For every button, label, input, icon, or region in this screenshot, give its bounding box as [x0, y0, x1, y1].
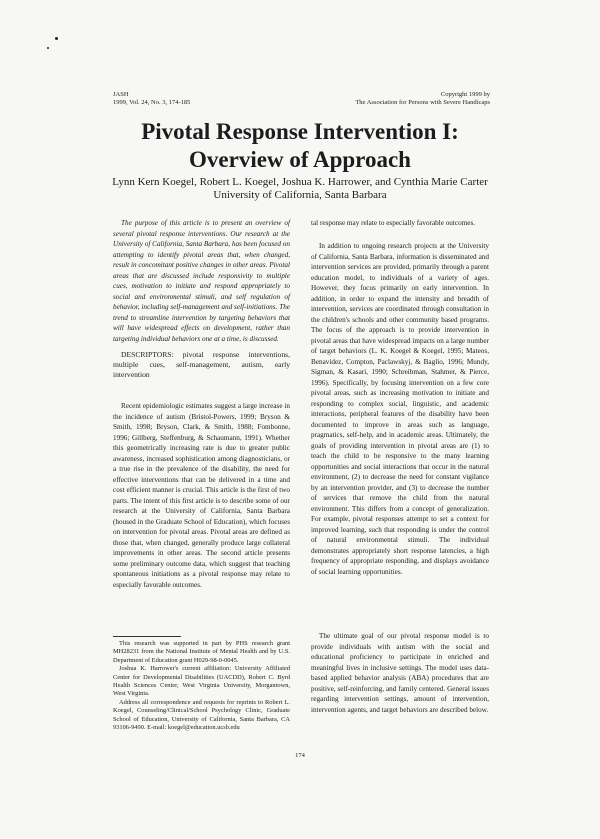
intro-paragraph: Recent epidemiologic estimates suggest a large increase in the incidence of autism (Bristol-Powers, 1999; Bryson & Smith, 1998; Bryson, Clark, & Smith, 1988; Fombonne, 1996; Gillberg, Steffenburg, & Schaumann, 1991). Whether this geometrically increasing rate is due to greater public awareness, increased sophistication among diagnosticians, or a true rise in the prevalence of the disability, the need for effective interventions that can be delivered in a time and cost efficient manner is crucial. This article is the first of two parts. The intent of this first article is to describe some of our research at the University of California, Santa Barbara (housed in the Graduate School of Education), which focuses on intervention for pivotal areas. Pivotal areas are defined as those that, when changed, generally produce large collateral improvements in other areas. The second article presents some preliminary outcome data, which suggest that teaching spontaneous initiations as a pivotal response may relate to especially favorable outcomes.	[113, 402, 290, 589]
article-title	[0, 118, 600, 174]
author-block	[0, 176, 600, 202]
paragraph-2-text: In addition to ongoing research projects at the University of California, Santa Barbara, information is disseminated and intervention services are provided, primarily through a parent education model, to individuals of a variety of ages. However, they focus primarily on early intervention. In addition, in order to expand the intensity and breadth of intervention, services are coordinated through consultation in the children's schools and other community based programs. The focus of the approach is to provide intervention in pivotal areas that have widespread impacts on a large number of target behaviors (L. K. Koegel & Koegel, 1995; Mateos, Benavidez, Compton, Paclawskyj, & Baglio, 1996; Mundy, Sigman, & Kasari, 1990; Schreibman, Stahmer, & Pierce, 1996). Specifically, by focusing intervention on a few core pivotal areas, such as increasing motivation to initiate and responding to complex social, linguistic, and academic interactions, peripheral features of the disability have been documented to improve in areas such as language, pragmatics, self-help, and in academic areas. Ultimately, the goals of providing intervention in pivotal areas are (1) to teach the child to be responsive to the many learning opportunities and social interactions that occur in the natural environment, (2) to decrease the need for constant vigilance by an intervention provider, and (3) to decrease the number of services that remove the child from the natural environment. This differs from a concept of generalization. For example, pivotal responses attempt to set a context for improved learning, such that responding is under the control of natural environmental stimuli. The individual demonstrates appropriately short response latencies, a high frequency of appropriate responding, and displays avoidance of social learning opportunities.	[311, 242, 489, 576]
journal-name: JASH	[113, 91, 129, 98]
copyright-year: Copyright 1999 by	[440, 91, 490, 98]
keywords-text: DESCRIPTORS: pivotal response interventions, multiple cues, self-management, autism, early intervention	[113, 350, 290, 379]
paragraph-3-text: The ultimate goal of our pivotal response model is to provide individuals with autism with the social and educational proficiency to participate in enriched and meaningful lives in inclusive settings. The model uses data-based applied behavior analysis (ABA) procedures that are positive, self-reinforcing, and family centered. General issues regarding intervention settings, amount of intervention, intervention agents, and target behaviors are described below.	[311, 632, 489, 714]
copyright-notice	[355, 91, 490, 107]
intro-section	[113, 401, 290, 590]
author-list: Lynn Kern Koegel, Robert L. Koegel, Joshua K. Harrower, and Cynthia Marie Carter	[112, 176, 488, 188]
abstract	[113, 218, 290, 344]
journal-volume: 1999, Vol. 24, No. 3, 174-185	[113, 99, 191, 106]
footnote	[113, 640, 290, 732]
title-line-1: Pivotal Response Intervention I:	[141, 119, 459, 144]
abstract-text: The purpose of this article is to present an overview of several pivotal response interventions. Our research at the University of California, Santa Barbara, has been focused on attempting to identify pivotal areas that, when changed, result in concomitant positive changes in other areas. Pivotal areas that are discussed include responsivity to multiple cues, motivation to initiate and respond appropriately to social and environmental stimuli, and self regulation of behavior, including self-management and self-initiations. The trend to streamline intervention by targeting behaviors that will have widespread effects on development, rather than targeting individual behaviors one at a time, is discussed.	[113, 219, 290, 343]
author-affiliation: University of California, Santa Barbara	[213, 189, 387, 201]
right-column-paragraph-3	[311, 631, 489, 715]
footnote-affiliation: Joshua K. Harrower's current affiliation: University Affiliated Center for Developmental Disabilities (UACDD), Robert C. Byrd Health Sciences Center, West Virginia University, Morgantown, West Virginia.	[113, 665, 290, 698]
footnote-support: This research was supported in part by PHS research grant MH28231 from the National Institute of Mental Health and by U.S. Department of Education grant H029-98-0-0045.	[113, 640, 290, 664]
right-column-continuation	[311, 218, 489, 229]
journal-citation	[113, 91, 190, 107]
keywords	[113, 350, 290, 380]
continuation-text: tal response may relate to especially favorable outcomes.	[311, 219, 476, 227]
right-column-paragraph-2	[311, 241, 489, 577]
footnote-divider	[113, 636, 181, 637]
title-line-2: Overview of Approach	[189, 147, 411, 172]
copyright-holder: The Association for Persons with Severe Handicaps	[355, 99, 490, 106]
footnote-correspondence: Address all correspondence and requests for reprints to Robert L. Koegel, Counseling/Clinical/School Psychology Clinic, Graduate School of Education, University of California, Santa Barbara, CA 93106-9490. E-mail: koegel@education.ucsb.edu	[113, 698, 290, 732]
page-number: 174	[295, 752, 305, 759]
